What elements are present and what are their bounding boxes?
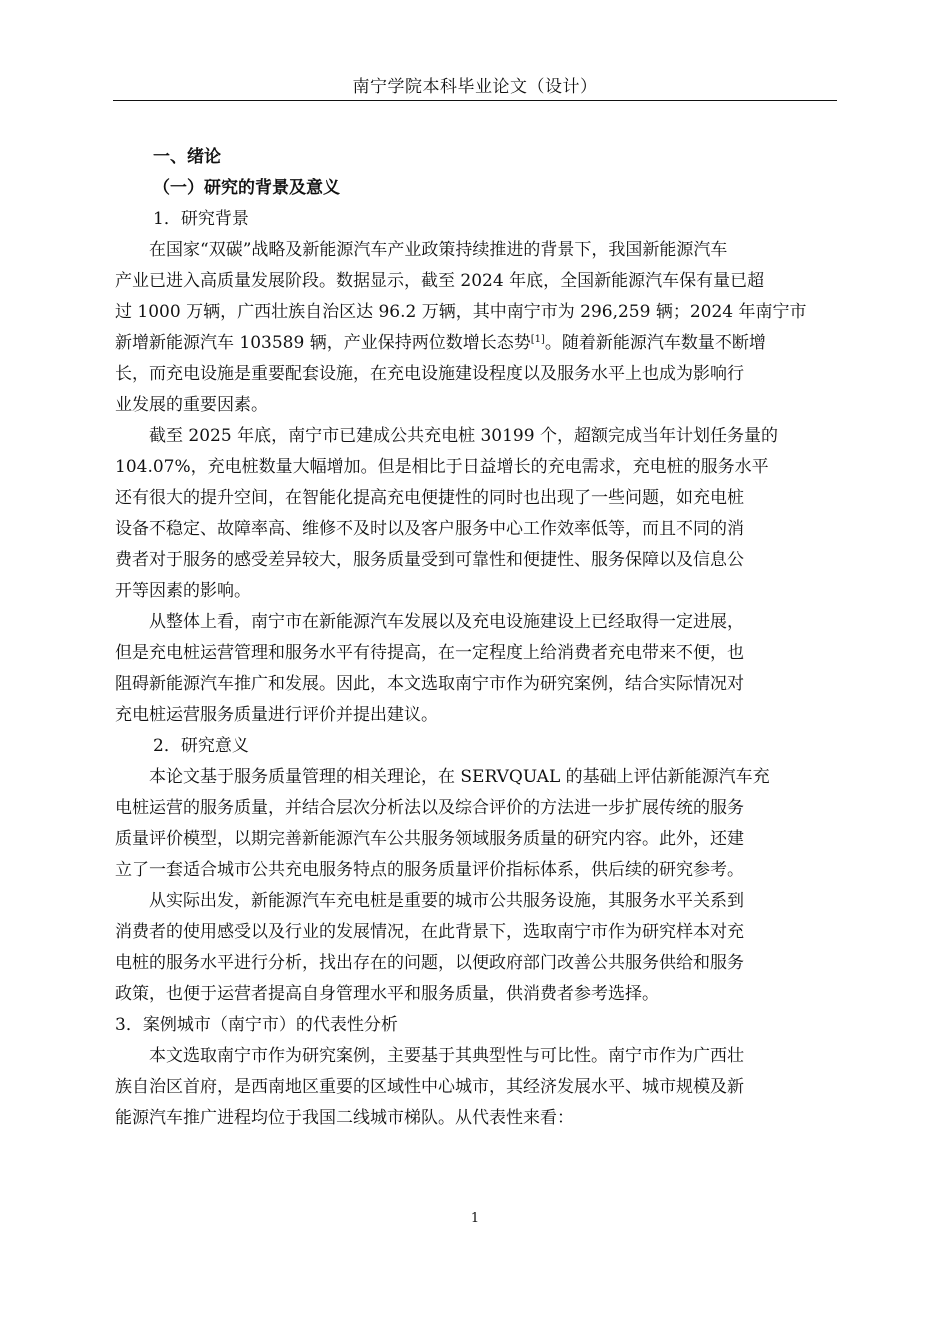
text-line: 产业已进入高质量发展阶段。数据显示，截至 2024 年底，全国新能源汽车保有量已超 — [115, 271, 765, 291]
text-line: 过 1000 万辆，广西壮族自治区达 96.2 万辆，其中南宁市为 296,259 辆；2024 年南宁市 — [115, 302, 807, 322]
text-line: 设备不稳定、故障率高、维修不及时以及客户服务中心工作效率低等，而且不同的消 — [115, 519, 744, 539]
text-line: 长，而充电设施是重要配套设施，在充电设施建设程度以及服务水平上也成为影响行 — [115, 364, 744, 384]
text-line: 电桩的服务水平进行分析，找出存在的问题，以便政府部门改善公共服务供给和服务 — [115, 953, 744, 973]
paragraph-background-1 — [115, 235, 837, 421]
text-line: 费者对于服务的感受差异较大，服务质量受到可靠性和便捷性、服务保障以及信息公 — [115, 550, 744, 570]
text-line: 在国家“双碳”战略及新能源汽车产业政策持续推进的背景下，我国新能源汽车 — [149, 240, 728, 260]
text-line: 电桩运营的服务质量，并结合层次分析法以及综合评价的方法进一步扩展传统的服务 — [115, 798, 744, 818]
text-line: 开等因素的影响。 — [115, 581, 251, 601]
paragraph-background-2 — [115, 421, 837, 607]
subsection-heading-significance: 2．研究意义 — [153, 736, 249, 756]
paragraph-significance-1 — [115, 762, 837, 886]
text-line: 从整体上看，南宁市在新能源汽车发展以及充电设施建设上已经取得一定进展， — [149, 612, 744, 632]
text-line: 截至 2025 年底，南宁市已建成公共充电桩 30199 个，超额完成当年计划任务量的 — [149, 426, 778, 446]
paragraph-significance-2 — [115, 886, 837, 1010]
text-line: 从实际出发，新能源汽车充电桩是重要的城市公共服务设施，其服务水平关系到 — [149, 891, 744, 911]
text-line: 阻碍新能源汽车推广和发展。因此，本文选取南宁市作为研究案例，结合实际情况对 — [115, 674, 744, 694]
text-line: 还有很大的提升空间，在智能化提高充电便捷性的同时也出现了一些问题，如充电桩 — [115, 488, 744, 508]
subsection-heading-background: 1．研究背景 — [153, 209, 249, 229]
page-body — [115, 142, 837, 1134]
header-rule — [113, 100, 837, 101]
text-line: 消费者的使用感受以及行业的发展情况，在此背景下，选取南宁市作为研究样本对充 — [115, 922, 744, 942]
text-line: 新增新能源汽车 103589 辆，产业保持两位数增长态势[1]。随着新能源汽车数量不断增 — [115, 333, 766, 353]
citation-ref[interactable]: [1] — [530, 334, 545, 345]
text-line: 充电桩运营服务质量进行评价并提出建议。 — [115, 705, 438, 725]
page-header: 南宁学院本科毕业论文（设计） — [352, 77, 598, 97]
page-number: 1 — [470, 1211, 480, 1226]
text-line: 立了一套适合城市公共充电服务特点的服务质量评价指标体系，供后续的研究参考。 — [115, 860, 744, 880]
text-line: 族自治区首府，是西南地区重要的区域性中心城市，其经济发展水平、城市规模及新 — [115, 1077, 744, 1097]
paragraph-case-city — [115, 1041, 837, 1134]
text-line: 能源汽车推广进程均位于我国二线城市梯队。从代表性来看： — [115, 1108, 574, 1128]
chapter-heading: 一、绪论 — [153, 147, 221, 167]
text-line: 质量评价模型，以期完善新能源汽车公共服务领域服务质量的研究内容。此外，还建 — [115, 829, 744, 849]
text-line: 业发展的重要因素。 — [115, 395, 268, 415]
text-line: 104.07%，充电桩数量大幅增加。但是相比于日益增长的充电需求，充电桩的服务水平 — [115, 457, 769, 477]
text-line: 本文选取南宁市作为研究案例，主要基于其典型性与可比性。南宁市作为广西壮 — [149, 1046, 744, 1066]
subsection-heading-case-city: 3．案例城市（南宁市）的代表性分析 — [115, 1015, 398, 1035]
section-heading: （一）研究的背景及意义 — [153, 178, 340, 198]
text-line: 但是充电桩运营管理和服务水平有待提高，在一定程度上给消费者充电带来不便，也 — [115, 643, 744, 663]
text-line: 政策，也便于运营者提高自身管理水平和服务质量，供消费者参考选择。 — [115, 984, 659, 1004]
paragraph-background-3 — [115, 607, 837, 731]
text-line: 本论文基于服务质量管理的相关理论，在 SERVQUAL 的基础上评估新能源汽车充 — [149, 767, 770, 787]
